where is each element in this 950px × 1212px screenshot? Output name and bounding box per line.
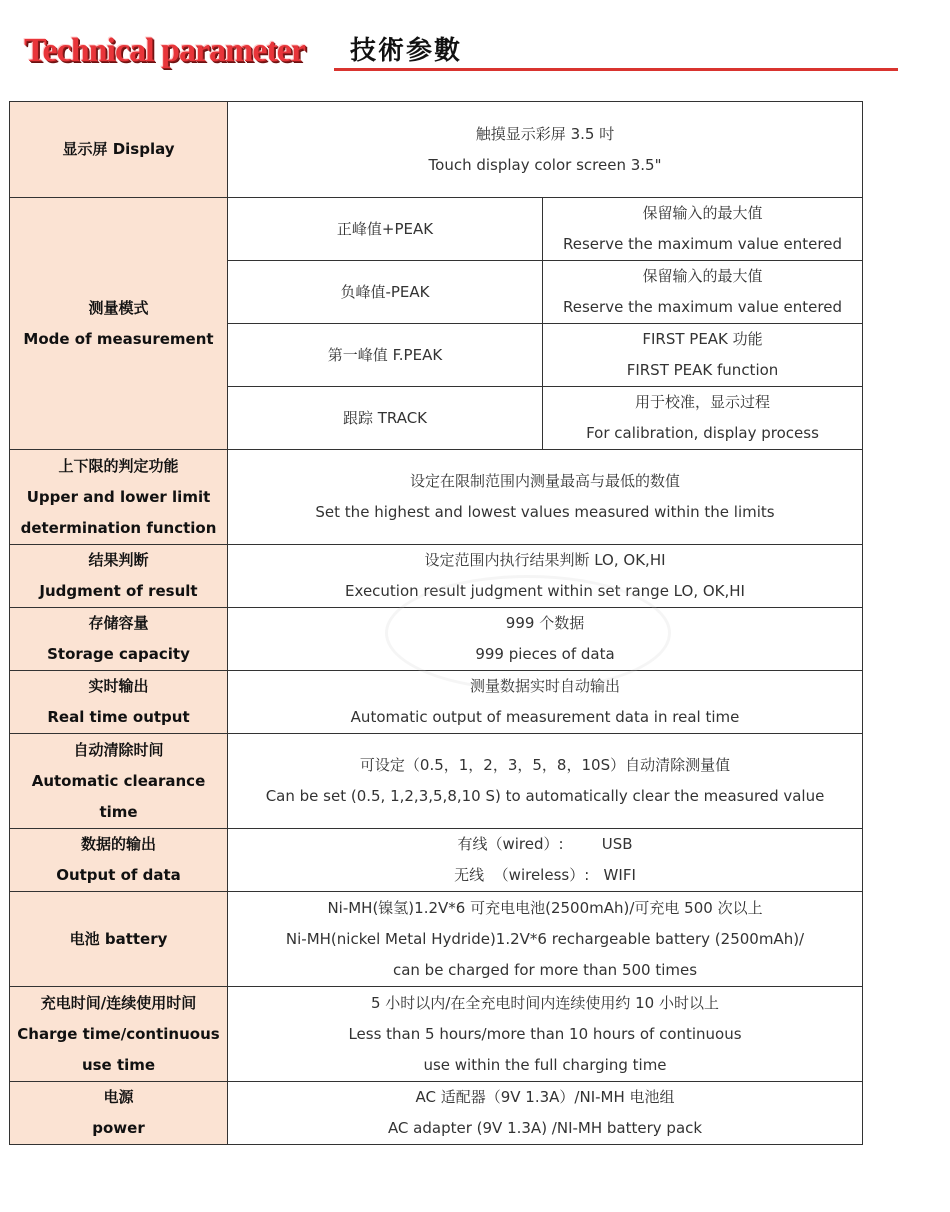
value-output-wired: 有线（wired）: USB: [457, 835, 633, 853]
value-storage: [228, 608, 863, 671]
label-storage: [10, 608, 228, 671]
value-charge-cn: 5 小时以内/在全充电时间内连续使用约 10 小时以上: [371, 993, 719, 1012]
label-judgment-en: Judgment of result: [39, 582, 198, 600]
label-output: [10, 829, 228, 892]
mode-desc-cn: FIRST PEAK 功能: [642, 330, 763, 348]
row-mode-1: [10, 198, 863, 261]
value-storage-cn: 999 个数据: [505, 614, 585, 632]
label-display: [10, 102, 228, 198]
label-power: [10, 1082, 228, 1145]
value-charge-en2: use within the full charging time: [423, 1055, 667, 1074]
value-display-en: Touch display color screen 3.5": [428, 155, 662, 174]
label-output-cn: 数据的输出: [80, 835, 156, 853]
label-clearance-en2: time: [99, 802, 138, 821]
label-power-cn: 电源: [103, 1088, 134, 1106]
value-realtime: [228, 671, 863, 734]
label-display-text: 显示屏 Display: [62, 140, 175, 158]
value-battery-cn: Ni-MH(镍氢)1.2V*6 可充电电池(2500mAh)/可充电 500 次以上: [327, 898, 763, 917]
value-charge-en1: Less than 5 hours/more than 10 hours of continuous: [348, 1024, 742, 1043]
mode-desc-en: Reserve the maximum value entered: [563, 235, 842, 253]
label-battery: [10, 892, 228, 987]
value-power-cn: AC 适配器（9V 1.3A）/NI-MH 电池组: [415, 1088, 675, 1106]
value-charge: [228, 987, 863, 1082]
value-realtime-en: Automatic output of measurement data in real time: [350, 708, 740, 726]
mode-desc: [543, 261, 863, 324]
value-judgment-cn: 设定范围内执行结果判断 LO, OK,HI: [424, 551, 666, 569]
label-charge-en2: use time: [81, 1055, 156, 1074]
row-power: [10, 1082, 863, 1145]
label-clearance-cn: 自动清除时间: [73, 740, 164, 759]
label-battery-text: 电池 battery: [69, 929, 168, 948]
value-battery: [228, 892, 863, 987]
value-power: [228, 1082, 863, 1145]
value-display: [228, 102, 863, 198]
label-mode: [10, 198, 228, 450]
mode-desc-en: Reserve the maximum value entered: [563, 298, 842, 316]
row-limit: [10, 450, 863, 545]
label-judgment: [10, 545, 228, 608]
label-storage-cn: 存储容量: [88, 614, 149, 632]
mode-desc-cn: 保留输入的最大值: [642, 267, 763, 285]
label-limit-en2: determination function: [20, 518, 217, 537]
value-judgment-en: Execution result judgment within set range LO, OK,HI: [345, 582, 745, 600]
value-output: [228, 829, 863, 892]
value-power-en: AC adapter (9V 1.3A) /NI-MH battery pack: [387, 1119, 703, 1137]
title-english: Technical parameter: [24, 32, 305, 69]
label-mode-en: Mode of measurement: [23, 329, 214, 348]
spec-table: [9, 101, 863, 1145]
mode-desc-en: FIRST PEAK function: [626, 361, 779, 379]
row-realtime: [10, 671, 863, 734]
label-charge-en1: Charge time/continuous: [17, 1024, 220, 1043]
row-battery: [10, 892, 863, 987]
mode-desc: [543, 324, 863, 387]
label-judgment-cn: 结果判断: [88, 551, 149, 569]
value-display-cn: 触摸显示彩屏 3.5 吋: [475, 124, 615, 143]
value-judgment: [228, 545, 863, 608]
row-storage: [10, 608, 863, 671]
label-clearance: [10, 734, 228, 829]
mode-desc: [543, 387, 863, 450]
header: [0, 0, 950, 90]
value-clearance: [228, 734, 863, 829]
label-realtime: [10, 671, 228, 734]
label-mode-cn: 测量模式: [88, 298, 149, 317]
label-realtime-cn: 实时输出: [88, 677, 149, 695]
label-charge: [10, 987, 228, 1082]
value-limit-en: Set the highest and lowest values measured within the limits: [315, 503, 775, 521]
label-power-en: power: [92, 1119, 145, 1137]
label-realtime-en: Real time output: [47, 708, 190, 726]
row-display: [10, 102, 863, 198]
label-charge-cn: 充电时间/连续使用时间: [40, 993, 197, 1012]
value-storage-en: 999 pieces of data: [475, 645, 615, 663]
label-storage-en: Storage capacity: [47, 645, 190, 663]
mode-name: 第一峰值 F.PEAK: [228, 324, 543, 387]
mode-name: 正峰值+PEAK: [228, 198, 543, 261]
title-chinese: 技術参數: [350, 36, 463, 66]
value-output-wireless: 无线 （wireless）: WIFI: [454, 866, 636, 884]
row-clearance: [10, 734, 863, 829]
row-charge: [10, 987, 863, 1082]
label-clearance-en1: Automatic clearance: [31, 771, 206, 790]
mode-name: 负峰值-PEAK: [228, 261, 543, 324]
value-limit: [228, 450, 863, 545]
value-clearance-en: Can be set (0.5, 1,2,3,5,8,10 S) to automatically clear the measured value: [265, 787, 825, 805]
value-battery-en2: can be charged for more than 500 times: [392, 960, 698, 979]
mode-desc-cn: 保留输入的最大值: [642, 204, 763, 222]
value-clearance-cn: 可设定（0.5，1，2，3，5，8，10S）自动清除测量值: [359, 756, 731, 774]
label-limit-cn: 上下限的判定功能: [58, 456, 179, 475]
label-limit: [10, 450, 228, 545]
title-underline: [334, 68, 898, 71]
mode-desc: [543, 198, 863, 261]
value-limit-cn: 设定在限制范围内测量最高与最低的数值: [410, 472, 681, 490]
label-output-en: Output of data: [56, 866, 181, 884]
mode-desc-cn: 用于校准，显示过程: [635, 393, 771, 411]
mode-desc-en: For calibration, display process: [586, 424, 819, 442]
value-realtime-cn: 测量数据实时自动输出: [470, 677, 621, 695]
row-output: [10, 829, 863, 892]
row-judgment: [10, 545, 863, 608]
value-battery-en1: Ni-MH(nickel Metal Hydride)1.2V*6 rechargeable battery (2500mAh)/: [285, 929, 805, 948]
label-limit-en1: Upper and lower limit: [26, 487, 211, 506]
mode-name: 跟踪 TRACK: [228, 387, 543, 450]
